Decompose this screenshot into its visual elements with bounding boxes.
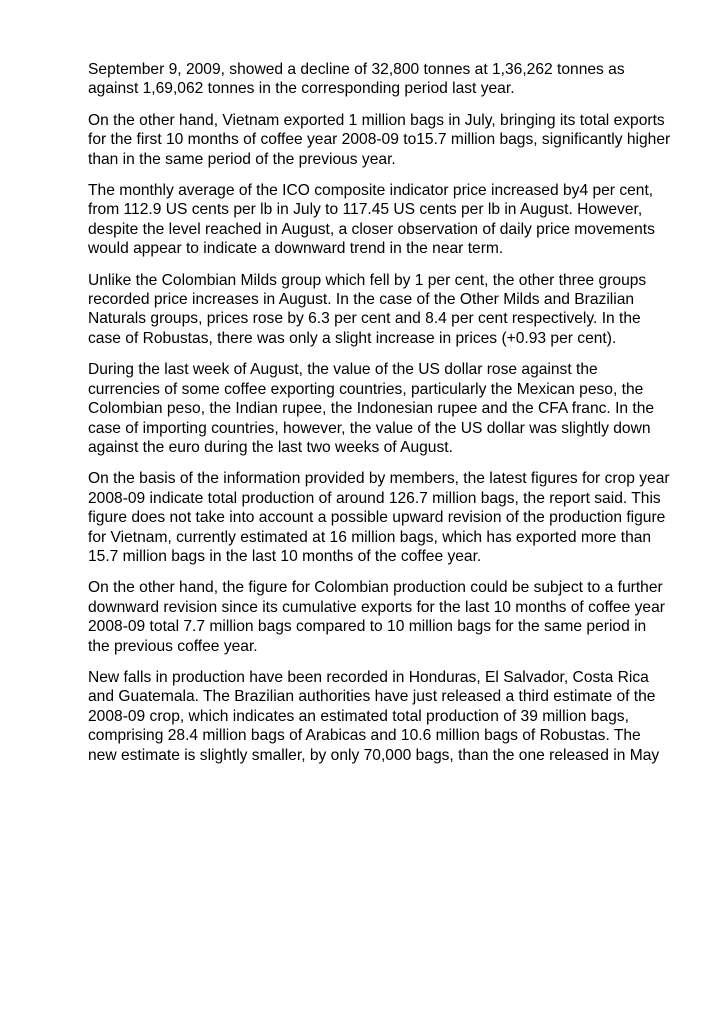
paragraph-5: During the last week of August, the value of the US dollar rose against the currencies of some coffee exporting countries, particularly the Mexican peso, the Colombian peso, the Indian rupee, the Indonesian rupee and the CFA franc. In the case of importing countries, however, the value of the US dollar was slightly down against the euro during the last two weeks of August. bbox=[88, 361, 655, 456]
paragraph-3: The monthly average of the ICO composite indicator price increased by4 per cent, from 112.9 US cents per lb in July to 117.45 US cents per lb in August. However, despite the level reached in August, a closer observation of daily price movements would appear to indicate a downward trend in the near term. bbox=[88, 182, 655, 258]
paragraph-1: September 9, 2009, showed a decline of 32,800 tonnes at 1,36,262 tonnes as against 1,69,062 tonnes in the corresponding period last year. bbox=[88, 61, 625, 98]
paragraph-6: On the basis of the information provided by members, the latest figures for crop year 2008-09 indicate total production of around 126.7 million bags, the report said. This figure does not take into account a possible upward revision of the production figure for Vietnam, currently estimated at 16 million bags, which has exported more than 15.7 million bags in the last 10 months of the coffee year. bbox=[88, 470, 670, 565]
paragraph-8: New falls in production have been recorded in Honduras, El Salvador, Costa Rica and Guatemala. The Brazilian authorities have just released a third estimate of the 2008-09 crop, which indicates an estimated total production of 39 million bags, comprising 28.4 million bags of Arabicas and 10.6 million bags of Robustas. The new estimate is slightly smaller, by only 70,000 bags, than the one released in May bbox=[88, 668, 660, 764]
paragraph-7: On the other hand, the figure for Colombian production could be subject to a further downward revision since its cumulative exports for the last 10 months of coffee year 2008-09 total 7.7 million bags compared to 10 million bags for the same period in the previous coffee year. bbox=[88, 579, 665, 655]
document-body bbox=[88, 60, 672, 777]
paragraph-2: On the other hand, Vietnam exported 1 million bags in July, bringing its total exports for the first 10 months of coffee year 2008-09 to15.7 million bags, significantly higher than in the same period of the previous year. bbox=[88, 111, 671, 168]
paragraph-4: Unlike the Colombian Milds group which fell by 1 per cent, the other three groups recorded price increases in August. In the case of the Other Milds and Brazilian Naturals groups, prices rose by 6.3 per cent and 8.4 per cent respectively. In the case of Robustas, there was only a slight increase in prices (+0.93 per cent). bbox=[88, 271, 647, 347]
